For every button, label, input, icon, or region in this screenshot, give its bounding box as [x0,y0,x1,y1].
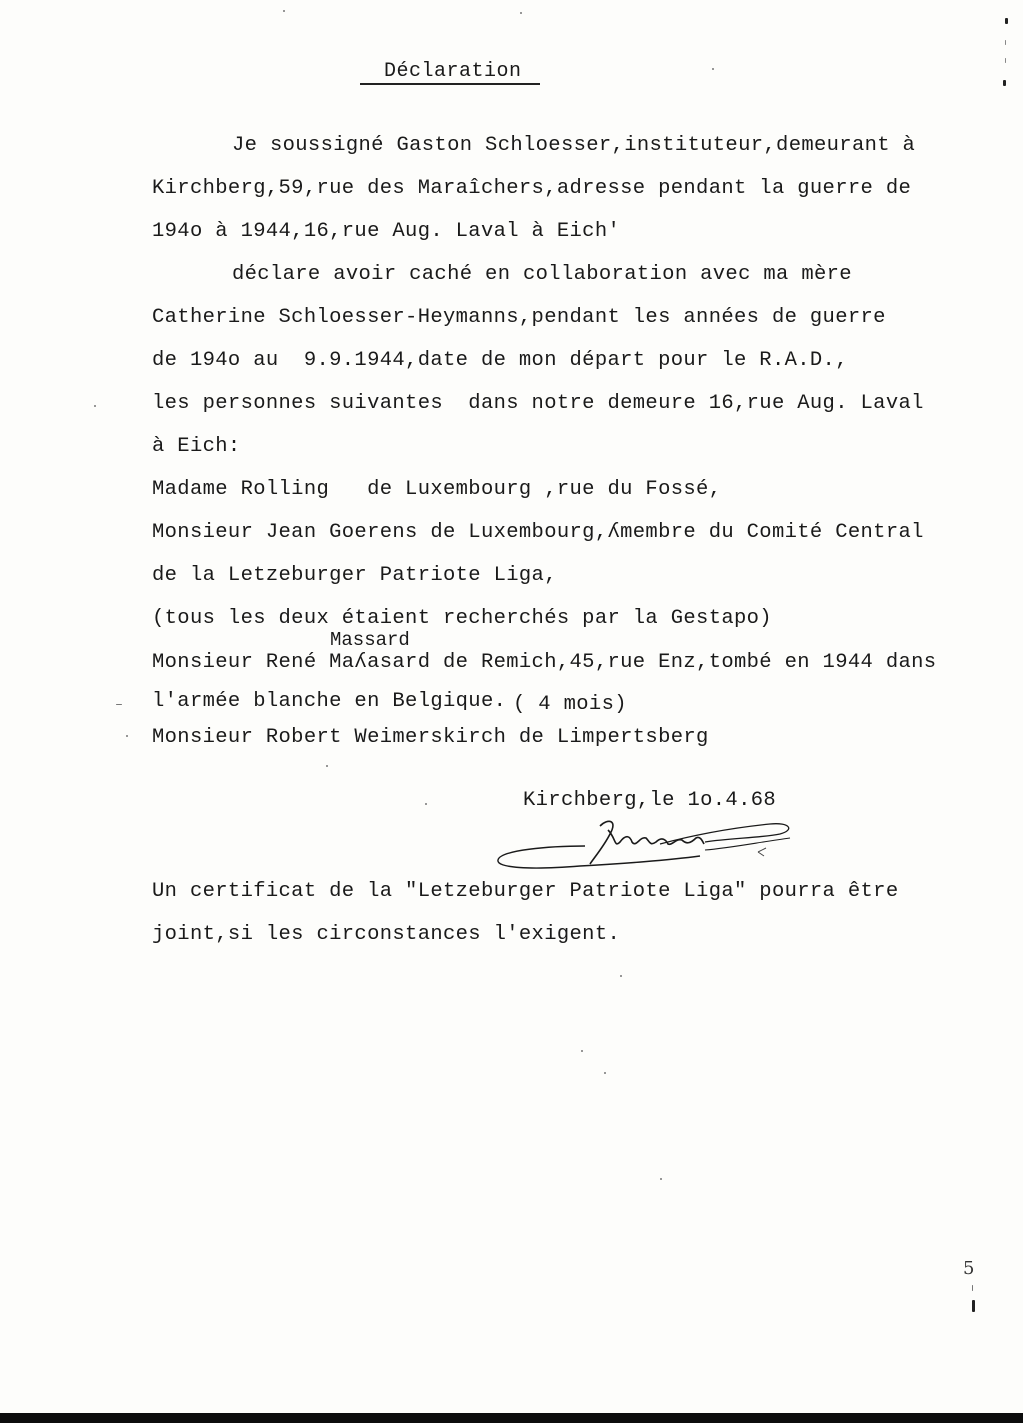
duration-note: ( 4 mois) [513,693,627,716]
gestapo-note: (tous les deux étaient recherchés par la Gestapo) [152,607,772,630]
document-title: Déclaration [384,60,522,83]
binding-mark-top-2 [1005,40,1006,45]
scan-speck [581,1050,583,1052]
scan-speck [116,704,122,705]
person-line-massard-cont: l'armée blanche en Belgique. [152,690,507,713]
interlinear-correction: Massard [330,629,410,651]
scan-speck [126,735,128,737]
binding-mark-top [1005,18,1008,24]
scan-speck [660,1178,662,1180]
body-line-8: à Eich: [152,435,241,458]
title-underline [360,83,540,85]
person-line-massard: Monsieur René Maʎasard de Remich,45,rue Enz,tombé en 1944 dans [152,651,937,674]
handwritten-signature [490,808,800,878]
body-line-6: de 194o au 9.9.1944,date de mon départ pour le R.A.D., [152,349,848,372]
binding-mark-top-3 [1005,58,1006,63]
body-line-7: les personnes suivantes dans notre demeure 16,rue Aug. Laval [152,392,924,415]
scan-speck [620,975,622,977]
body-line-3: 194o à 1944,16,rue Aug. Laval à Eich' [152,220,621,243]
scan-speck [520,12,522,14]
person-line-goerens: Monsieur Jean Goerens de Luxembourg,ʎmembre du Comité Central [152,521,924,544]
binding-mark-bottom-1 [972,1285,973,1291]
scan-speck [425,803,427,805]
scan-edge-bar [0,1413,1023,1423]
person-line-rolling: Madame Rolling de Luxembourg ,rue du Fossé, [152,478,722,501]
body-line-5: Catherine Schloesser-Heymanns,pendant les années de guerre [152,306,886,329]
person-line-weimerskirch: Monsieur Robert Weimerskirch de Limpertsberg [152,726,709,749]
scan-speck [326,765,328,767]
body-line-4: déclare avoir caché en collaboration avec ma mère [232,263,852,286]
scan-speck [283,10,285,12]
footer-line-1: Un certificat de la "Letzeburger Patriote Liga" pourra être [152,880,899,903]
person-line-goerens-cont: de la Letzeburger Patriote Liga, [152,564,557,587]
body-line-2: Kirchberg,59,rue des Maraîchers,adresse pendant la guerre de [152,177,912,200]
place-date: Kirchberg,le 1o.4.68 [523,789,777,812]
margin-page-mark: 5 [963,1258,975,1279]
binding-mark-bottom-2 [972,1300,975,1312]
binding-mark-top-4 [1003,80,1006,86]
footer-line-2: joint,si les circonstances l'exigent. [152,923,621,946]
body-line-1: Je soussigné Gaston Schloesser,instituteur,demeurant à [232,134,916,157]
scan-speck [712,68,714,70]
scan-speck [604,1072,606,1074]
scan-speck [94,405,96,407]
